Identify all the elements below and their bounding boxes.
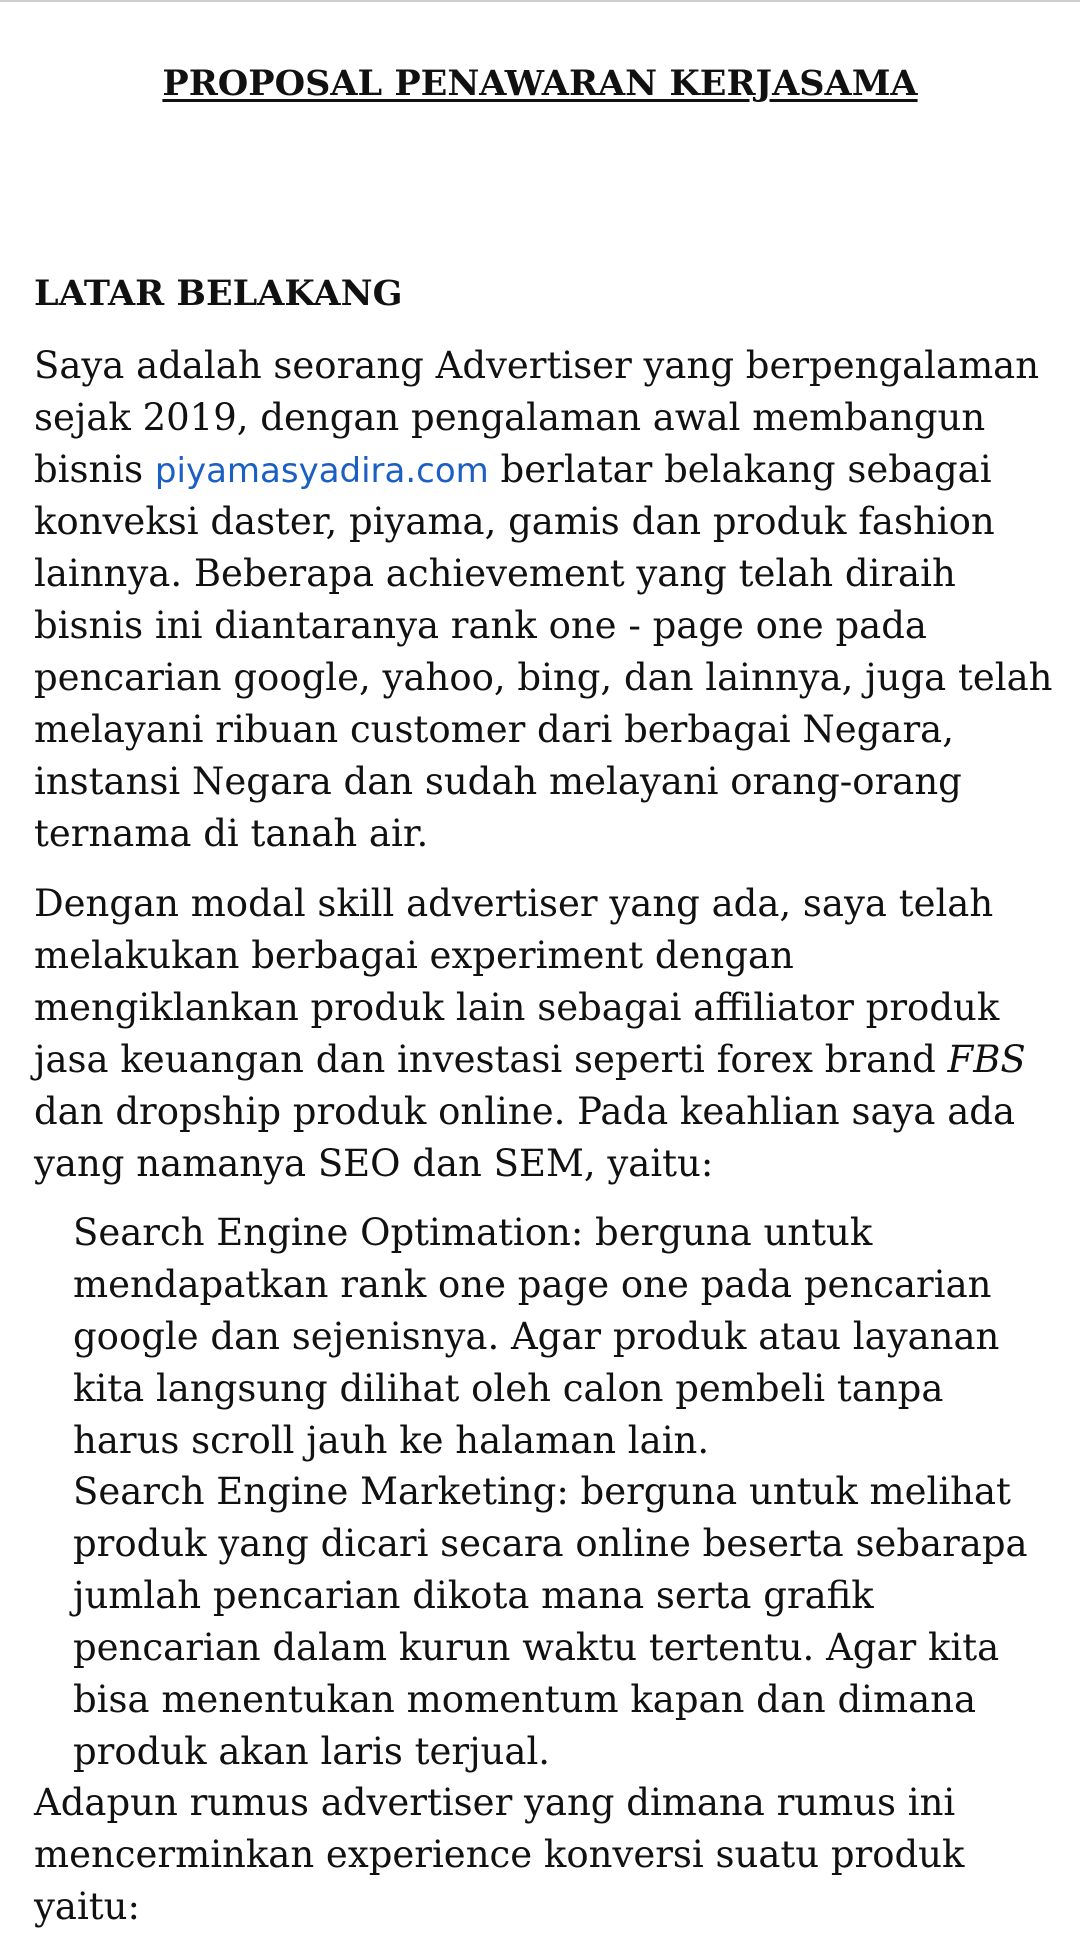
paragraph-line: Adapun rumus advertiser yang dimana rumus ini bbox=[34, 1781, 956, 1824]
paragraph-line: bisnis ini diantaranya rank one - page one pada bbox=[34, 604, 927, 647]
paragraph-line bbox=[34, 444, 1052, 496]
list-item-line: pencarian dalam kurun waktu tertentu. Agar kita bbox=[73, 1626, 1000, 1669]
paragraph-skills bbox=[34, 878, 1026, 1190]
paragraph-line: ternama di tanah air. bbox=[34, 812, 429, 855]
top-divider bbox=[0, 0, 1080, 2]
paragraph-text: bisnis bbox=[34, 448, 155, 491]
website-link[interactable]: piyamasyadira.com bbox=[154, 451, 489, 491]
paragraph-line: melakukan berbagai experiment dengan bbox=[34, 934, 794, 977]
list-item-sem bbox=[73, 1466, 1028, 1778]
paragraph-text: berlatar belakang sebagai bbox=[488, 448, 992, 491]
list-item-line: kita langsung dilihat oleh calon pembeli tanpa bbox=[73, 1367, 944, 1410]
list-item-line: jumlah pencarian dikota mana serta grafik bbox=[73, 1574, 874, 1617]
paragraph-line: mengiklankan produk lain sebagai affiliator produk bbox=[34, 986, 1000, 1029]
paragraph-line: instansi Negara dan sudah melayani orang-orang bbox=[34, 760, 962, 803]
paragraph-line: Saya adalah seorang Advertiser yang berpengalaman bbox=[34, 344, 1040, 387]
paragraph-line: yang namanya SEO dan SEM, yaitu: bbox=[34, 1142, 714, 1185]
paragraph-line: konveksi daster, piyama, gamis dan produk fashion bbox=[34, 500, 995, 543]
paragraph-line: Dengan modal skill advertiser yang ada, saya telah bbox=[34, 882, 994, 925]
list-item-line: harus scroll jauh ke halaman lain. bbox=[73, 1419, 710, 1462]
paragraph-background-intro bbox=[34, 340, 1052, 860]
list-item-line: produk akan laris terjual. bbox=[73, 1730, 551, 1773]
paragraph-line: pencarian google, yahoo, bing, dan lainnya, juga telah bbox=[34, 656, 1053, 699]
list-item-line: bisa menentukan momentum kapan dan dimana bbox=[73, 1678, 977, 1721]
list-item-line: produk yang dicari secara online beserta sebarapa bbox=[73, 1522, 1028, 1565]
section-heading: LATAR BELAKANG bbox=[34, 273, 403, 314]
document-title: PROPOSAL PENAWARAN KERJASAMA bbox=[162, 63, 918, 104]
paragraph-line: yaitu: bbox=[34, 1885, 140, 1928]
paragraph-formula-intro bbox=[34, 1777, 964, 1933]
paragraph-line: sejak 2019, dengan pengalaman awal membangun bbox=[34, 396, 986, 439]
paragraph-line: mencerminkan experience konversi suatu produk bbox=[34, 1833, 965, 1876]
list-item-seo bbox=[73, 1207, 999, 1467]
paragraph-line bbox=[34, 1034, 1026, 1086]
paragraph-text: jasa keuangan dan investasi seperti forex brand bbox=[34, 1038, 948, 1081]
paragraph-line: melayani ribuan customer dari berbagai Negara, bbox=[34, 708, 954, 751]
list-item-line: google dan sejenisnya. Agar produk atau layanan bbox=[73, 1315, 1000, 1358]
list-item-line: Search Engine Optimation: berguna untuk bbox=[73, 1211, 873, 1254]
list-item-line: Search Engine Marketing: berguna untuk melihat bbox=[73, 1470, 1011, 1513]
paragraph-line: lainnya. Beberapa achievement yang telah diraih bbox=[34, 552, 956, 595]
paragraph-line: dan dropship produk online. Pada keahlian saya ada bbox=[34, 1090, 1016, 1133]
list-item-line: mendapatkan rank one page one pada pencarian bbox=[73, 1263, 992, 1306]
brand-name: FBS bbox=[947, 1038, 1026, 1081]
